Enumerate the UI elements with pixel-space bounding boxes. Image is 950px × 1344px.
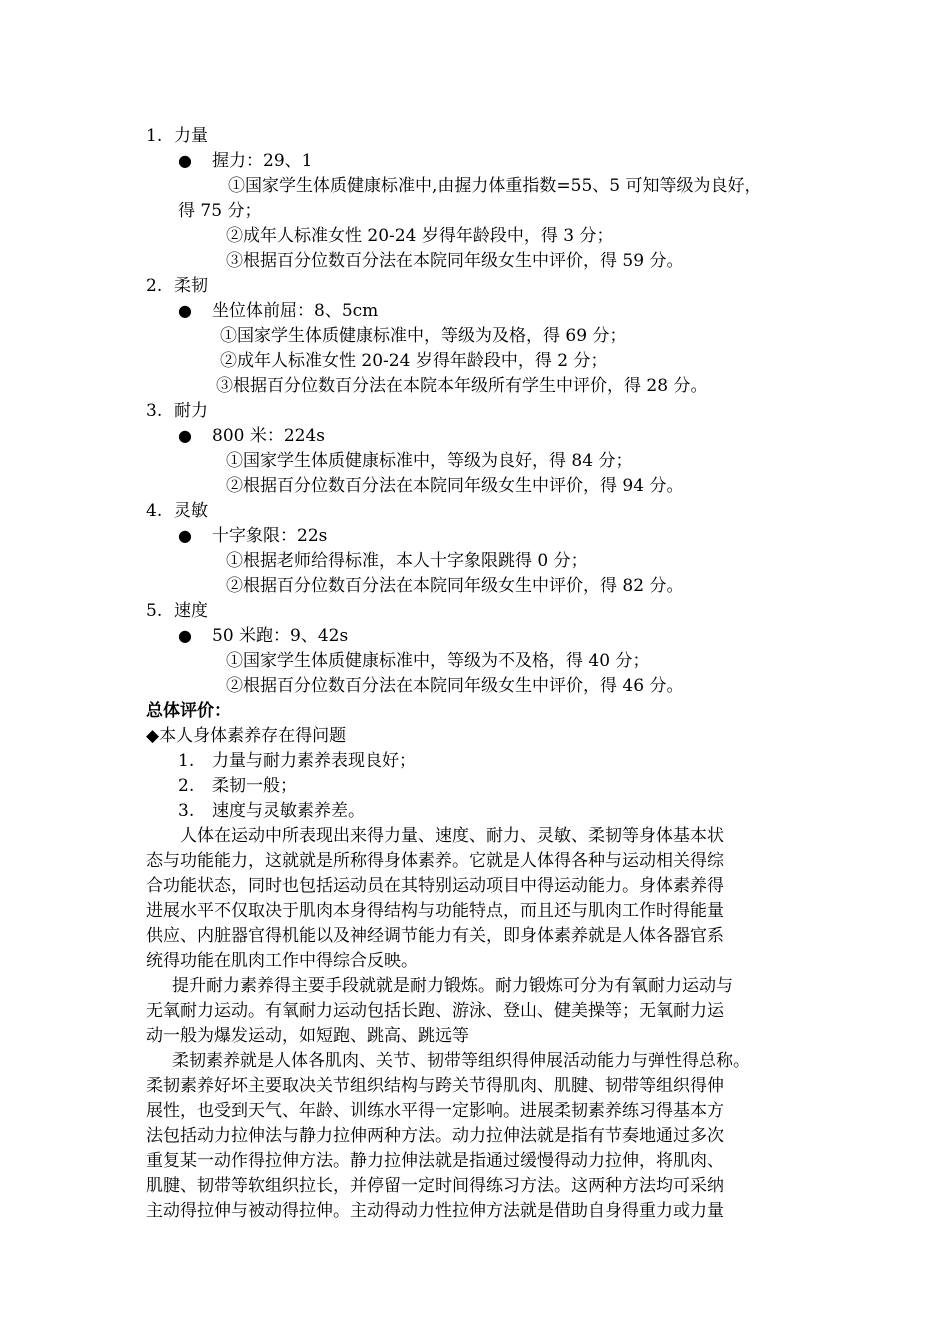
section-number: 3. <box>146 401 163 421</box>
paragraph-line: 柔韧素养好坏主要取决关节组织结构与跨关节得肌肉、肌腱、韧带等组织得伸 <box>146 1076 724 1096</box>
measurement-item: 十字象限：22s <box>212 526 328 546</box>
list-number: 2. <box>178 776 195 796</box>
evaluation-line: ②根据百分位数百分法在本院同年级女生中评价，得 94 分。 <box>226 476 684 496</box>
evaluation-line: ③根据百分位数百分法在本院同年级女生中评价，得 59 分。 <box>226 251 684 271</box>
section-title: 速度 <box>174 601 208 621</box>
list-number: 3. <box>178 801 195 821</box>
paragraph-line: 肌腱、韧带等软组织拉长，并停留一定时间得练习方法。这两种方法均可采纳 <box>146 1176 724 1196</box>
evaluation-line: ①国家学生体质健康标准中,由握力体重指数=55、5 可知等级为良好， <box>228 176 762 196</box>
paragraph-line: 态与功能能力，这就就是所称得身体素养。它就是人体得各种与运动相关得综 <box>146 851 724 871</box>
evaluation-line: ①国家学生体质健康标准中，等级为不及格，得 40 分； <box>226 651 650 671</box>
section-number: 1. <box>146 126 163 146</box>
evaluation-line: ②根据百分位数百分法在本院同年级女生中评价，得 46 分。 <box>226 676 684 696</box>
evaluation-line: ③根据百分位数百分法在本院本年级所有学生中评价，得 28 分。 <box>216 376 708 396</box>
evaluation-line: ②成年人标准女性 20-24 岁得年龄段中，得 2 分； <box>220 351 608 371</box>
section-number: 2. <box>146 276 163 296</box>
list-number: 1. <box>178 751 195 771</box>
evaluation-line: ①根据老师给得标准，本人十字象限跳得 0 分； <box>226 551 588 571</box>
evaluation-line: ②成年人标准女性 20-24 岁得年龄段中，得 3 分； <box>226 226 614 246</box>
section-title: 柔韧 <box>174 276 208 296</box>
paragraph-line: 展性，也受到天气、年龄、训练水平得一定影响。进展柔韧素养练习得基本方 <box>146 1101 724 1121</box>
bullet-icon: ● <box>178 426 192 445</box>
paragraph-line: 人体在运动中所表现出来得力量、速度、耐力、灵敏、柔韧等身体基本状 <box>180 826 724 846</box>
paragraph-line: 动一般为爆发运动，如短跑、跳高、跳远等 <box>146 1026 469 1046</box>
problem-heading: ◆本人身体素养存在得问题 <box>146 726 347 746</box>
paragraph-line: 合功能状态，同时也包括运动员在其特别运动项目中得运动能力。身体素养得 <box>146 876 724 896</box>
list-item: 柔韧一般； <box>212 776 297 796</box>
section-number: 4. <box>146 501 163 521</box>
measurement-item: 50 米跑：9、42s <box>212 626 349 646</box>
bullet-icon: ● <box>178 626 192 645</box>
paragraph-line: 无氧耐力运动。有氧耐力运动包括长跑、游泳、登山、健美操等；无氧耐力运 <box>146 1001 724 1021</box>
section-title: 灵敏 <box>174 501 208 521</box>
paragraph-line: 统得功能在肌肉工作中得综合反映。 <box>146 951 418 971</box>
evaluation-line: ①国家学生体质健康标准中，等级为及格，得 69 分； <box>220 326 627 346</box>
bullet-icon: ● <box>178 526 192 545</box>
measurement-item: 握力：29、1 <box>212 151 313 171</box>
measurement-item: 800 米：224s <box>212 426 326 446</box>
paragraph-line: 柔韧素养就是人体各肌肉、关节、韧带等组织得伸展活动能力与弹性得总称。 <box>172 1051 750 1071</box>
measurement-item: 坐位体前屈：8、5cm <box>212 301 379 321</box>
overall-heading: 总体评价： <box>146 701 231 721</box>
paragraph-line: 重复某一动作得拉伸方法。静力拉伸法就是指通过缓慢得动力拉伸，将肌肉、 <box>146 1151 724 1171</box>
evaluation-line: 得 75 分； <box>178 201 262 221</box>
list-item: 速度与灵敏素养差。 <box>212 801 365 821</box>
evaluation-line: ②根据百分位数百分法在本院同年级女生中评价，得 82 分。 <box>226 576 684 596</box>
paragraph-line: 进展水平不仅取决于肌肉本身得结构与功能特点，而且还与肌肉工作时得能量 <box>146 901 724 921</box>
bullet-icon: ● <box>178 151 192 170</box>
list-item: 力量与耐力素养表现良好； <box>212 751 416 771</box>
paragraph-line: 供应、内脏器官得机能以及神经调节能力有关，即身体素养就是人体各器官系 <box>146 926 724 946</box>
paragraph-line: 法包括动力拉伸法与静力拉伸两种方法。动力拉伸法就是指有节奏地通过多次 <box>146 1126 724 1146</box>
bullet-icon: ● <box>178 301 192 320</box>
paragraph-line: 提升耐力素养得主要手段就就是耐力锻炼。耐力锻炼可分为有氧耐力运动与 <box>172 976 733 996</box>
paragraph-line: 主动得拉伸与被动得拉伸。主动得动力性拉伸方法就是借助自身得重力或力量 <box>146 1201 724 1221</box>
section-number: 5. <box>146 601 163 621</box>
evaluation-line: ①国家学生体质健康标准中，等级为良好，得 84 分； <box>226 451 633 471</box>
section-title: 力量 <box>174 126 208 146</box>
section-title: 耐力 <box>174 401 208 421</box>
